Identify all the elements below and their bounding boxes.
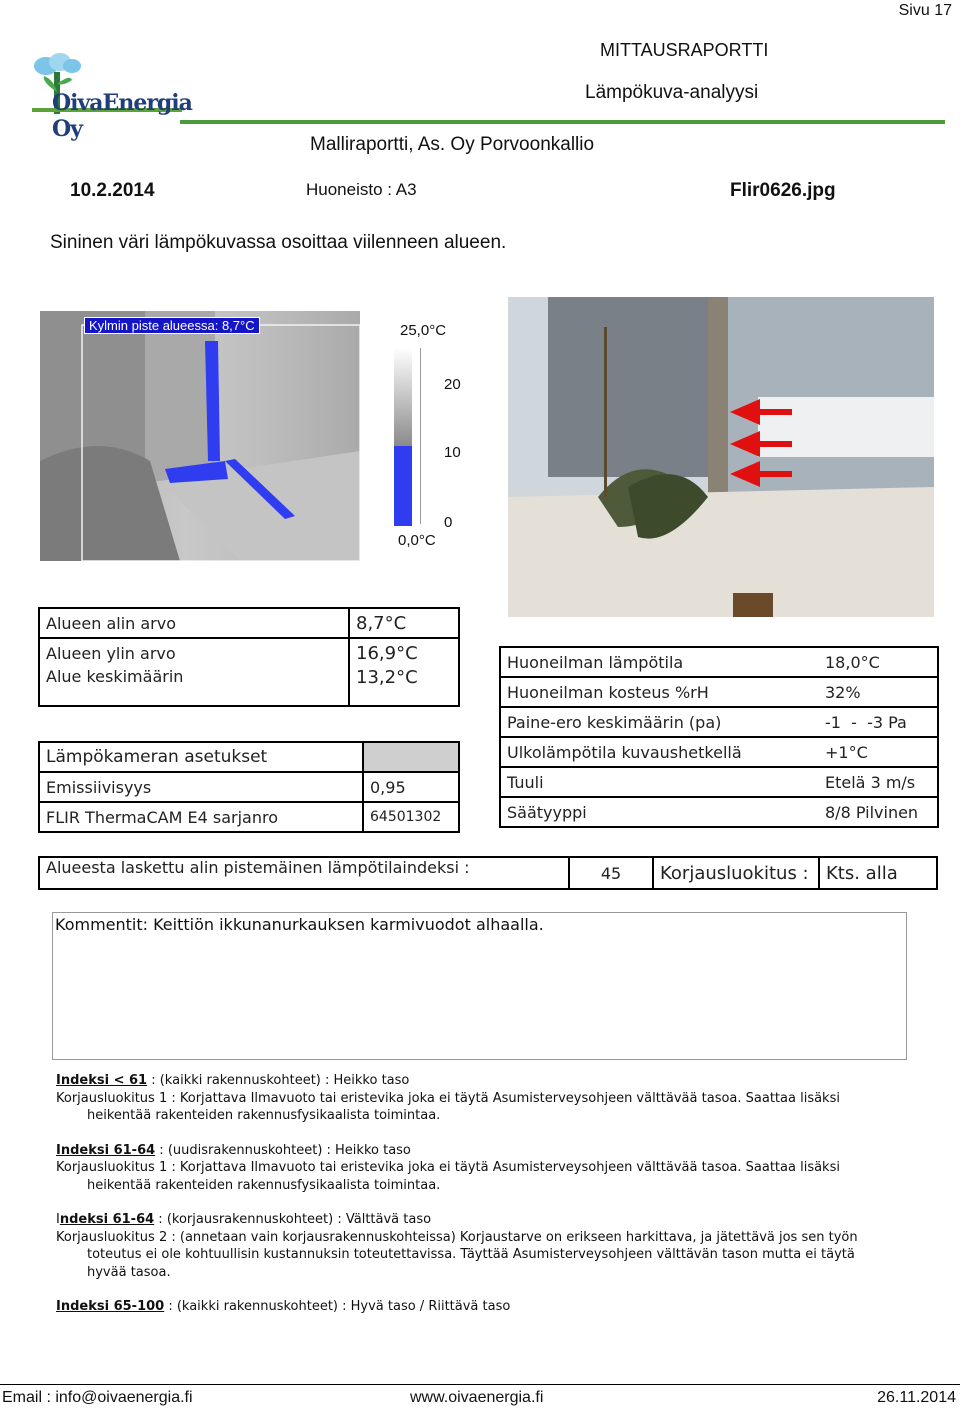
legend-line: Korjausluokitus 2 : (annetaan vain korjausrakennuskohteissa) Korjaustarve on erikseen harkittava, ja jätettävä jos sen työn <box>56 1229 858 1245</box>
condition-label: Ulkolämpötila kuvaushetkellä <box>500 737 819 767</box>
table-row <box>39 667 459 706</box>
index-table <box>38 856 938 890</box>
condition-label: Paine-ero keskimäärin (pa) <box>500 707 819 737</box>
legend-block <box>56 1211 916 1281</box>
legend-line: heikentää rakenteiden rakennusfysikaalista toimintaa. <box>87 1108 441 1123</box>
legend-line: heikentää rakenteiden rakennusfysikaalista toimintaa. <box>87 1177 441 1193</box>
legend-heading-line <box>56 1072 916 1090</box>
scale-tick-10: 10 <box>444 444 461 461</box>
temperature-scale-bar <box>394 348 412 448</box>
legend-prefix: I <box>56 1212 60 1227</box>
legend-block <box>56 1072 916 1125</box>
project-name: Malliraportti, As. Oy Porvoonkallio <box>310 134 595 155</box>
header-divider <box>180 120 945 124</box>
scale-min-label: 0,0°C <box>398 532 436 549</box>
logo-brand-text: OivaEnergia Oy <box>52 90 192 142</box>
footer-divider <box>0 1384 960 1385</box>
stat-value: 16,9°C <box>349 638 459 667</box>
stat-label: Alueen alin arvo <box>39 608 349 638</box>
table-row <box>500 797 938 827</box>
cold-point-label: Kylmin piste alueessa: 8,7°C <box>84 317 260 334</box>
table-row <box>500 677 938 707</box>
legend-heading-line <box>56 1211 916 1229</box>
table-row <box>500 647 938 677</box>
legend-heading: Indeksi < 61 <box>56 1073 148 1088</box>
table-row <box>39 638 459 667</box>
camera-settings-table <box>38 741 460 833</box>
table-row <box>39 742 459 772</box>
scale-axis <box>420 348 421 524</box>
condition-label: Säätyyppi <box>500 797 819 827</box>
condition-value: Etelä 3 m/s <box>819 767 938 797</box>
stat-value: 13,2°C <box>349 667 459 706</box>
area-stats-table <box>38 607 460 707</box>
footer-email[interactable]: Email : info@oivaenergia.fi <box>2 1389 193 1406</box>
reference-photo <box>508 297 934 617</box>
index-legend <box>56 1072 916 1316</box>
footer-website[interactable]: www.oivaenergia.fi <box>410 1389 544 1406</box>
legend-heading-rest: : (kaikki rakennuskohteet) : Heikko taso <box>147 1073 410 1088</box>
report-subtitle: Lämpökuva-analyysi <box>585 82 759 103</box>
index-label: Alueesta laskettu alin pistemäinen lämpötilaindeksi : <box>39 857 569 889</box>
table-row <box>500 707 938 737</box>
legend-heading-rest: : (uudisrakennuskohteet) : Heikko taso <box>155 1142 411 1158</box>
condition-value: -1 - -3 Pa <box>819 707 938 737</box>
legend-heading-rest: : (korjausrakennuskohteet) : Välttävä taso <box>154 1212 432 1227</box>
camera-value: 64501302 <box>363 802 459 832</box>
legend-heading: Indeksi 65-100 <box>56 1299 165 1314</box>
camera-settings-header-cell <box>363 742 459 772</box>
scale-tick-0: 0 <box>444 514 453 531</box>
legend-block <box>56 1142 916 1195</box>
legend-line: Korjausluokitus 1 : Korjattava Ilmavuoto tai eristevika joka ei täytä Asumisterveysohjeen välttävää tasoa. Saattaa lisäksi <box>56 1090 840 1106</box>
apartment-label: Huoneisto : A3 <box>306 180 417 199</box>
correction-value: Kts. alla <box>819 857 937 889</box>
company-logo <box>32 52 192 142</box>
comments-text: Kommentit: Keittiön ikkunanurkauksen karmivuodot alhaalla. <box>55 915 544 934</box>
table-row <box>39 802 459 832</box>
condition-label: Huoneilman kosteus %rH <box>500 677 819 707</box>
image-filename: Flir0626.jpg <box>730 180 836 201</box>
condition-value: 32% <box>819 677 938 707</box>
condition-label: Tuuli <box>500 767 819 797</box>
stat-label: Alue keskimäärin <box>39 667 349 706</box>
camera-label: FLIR ThermaCAM E4 sarjanro <box>39 802 363 832</box>
stat-value: 8,7°C <box>349 608 459 638</box>
thermal-scene <box>40 311 360 561</box>
temperature-scale-cold <box>394 446 412 526</box>
report-title: MITTAUSRAPORTTI <box>600 40 769 60</box>
condition-value: 8/8 Pilvinen <box>819 797 938 827</box>
legend-heading-rest: : (kaikki rakennuskohteet) : Hyvä taso / Riittävä taso <box>164 1299 511 1314</box>
camera-value: 0,95 <box>363 772 459 802</box>
thermal-image <box>40 311 360 561</box>
intro-text: Sininen väri lämpökuvassa osoittaa viilenneen alueen. <box>50 232 507 253</box>
table-row <box>39 857 937 889</box>
scale-max-label: 25,0°C <box>400 322 447 339</box>
index-value: 45 <box>569 857 653 889</box>
camera-label: Emissiivisyys <box>39 772 363 802</box>
legend-heading-line <box>56 1298 916 1316</box>
camera-settings-title: Lämpökameran asetukset <box>39 742 363 772</box>
condition-value: 18,0°C <box>819 647 938 677</box>
stat-label: Alueen ylin arvo <box>39 638 349 667</box>
table-row <box>500 737 938 767</box>
scale-tick-20: 20 <box>444 376 461 393</box>
legend-line: toteutus ei ole kohtuullisin kustannuksin toteutettavissa. Täyttää Asumisterveysohjeen välttävän tason mutta ei täytä <box>87 1247 855 1262</box>
legend-line: Korjausluokitus 1 : Korjattava Ilmavuoto tai eristevika joka ei täytä Asumisterveysohjeen välttävää tasoa. Saattaa lisäksi <box>56 1160 840 1175</box>
report-date: 10.2.2014 <box>70 180 155 201</box>
correction-label: Korjausluokitus : <box>653 857 819 889</box>
legend-block <box>56 1298 916 1316</box>
legend-heading: Indeksi 61-64 <box>56 1142 156 1158</box>
photo-scene <box>508 297 934 617</box>
comments-box <box>52 912 907 1060</box>
legend-heading: ndeksi 61-64 <box>59 1212 155 1227</box>
conditions-table <box>499 646 939 828</box>
page-number: Sivu 17 <box>898 2 952 19</box>
footer-date: 26.11.2014 <box>877 1389 956 1406</box>
legend-heading-line <box>56 1142 916 1160</box>
condition-label: Huoneilman lämpötila <box>500 647 819 677</box>
table-row <box>39 608 459 638</box>
table-row <box>39 772 459 802</box>
legend-line: hyvää tasoa. <box>87 1264 171 1280</box>
condition-value: +1°C <box>819 737 938 767</box>
table-row <box>500 767 938 797</box>
